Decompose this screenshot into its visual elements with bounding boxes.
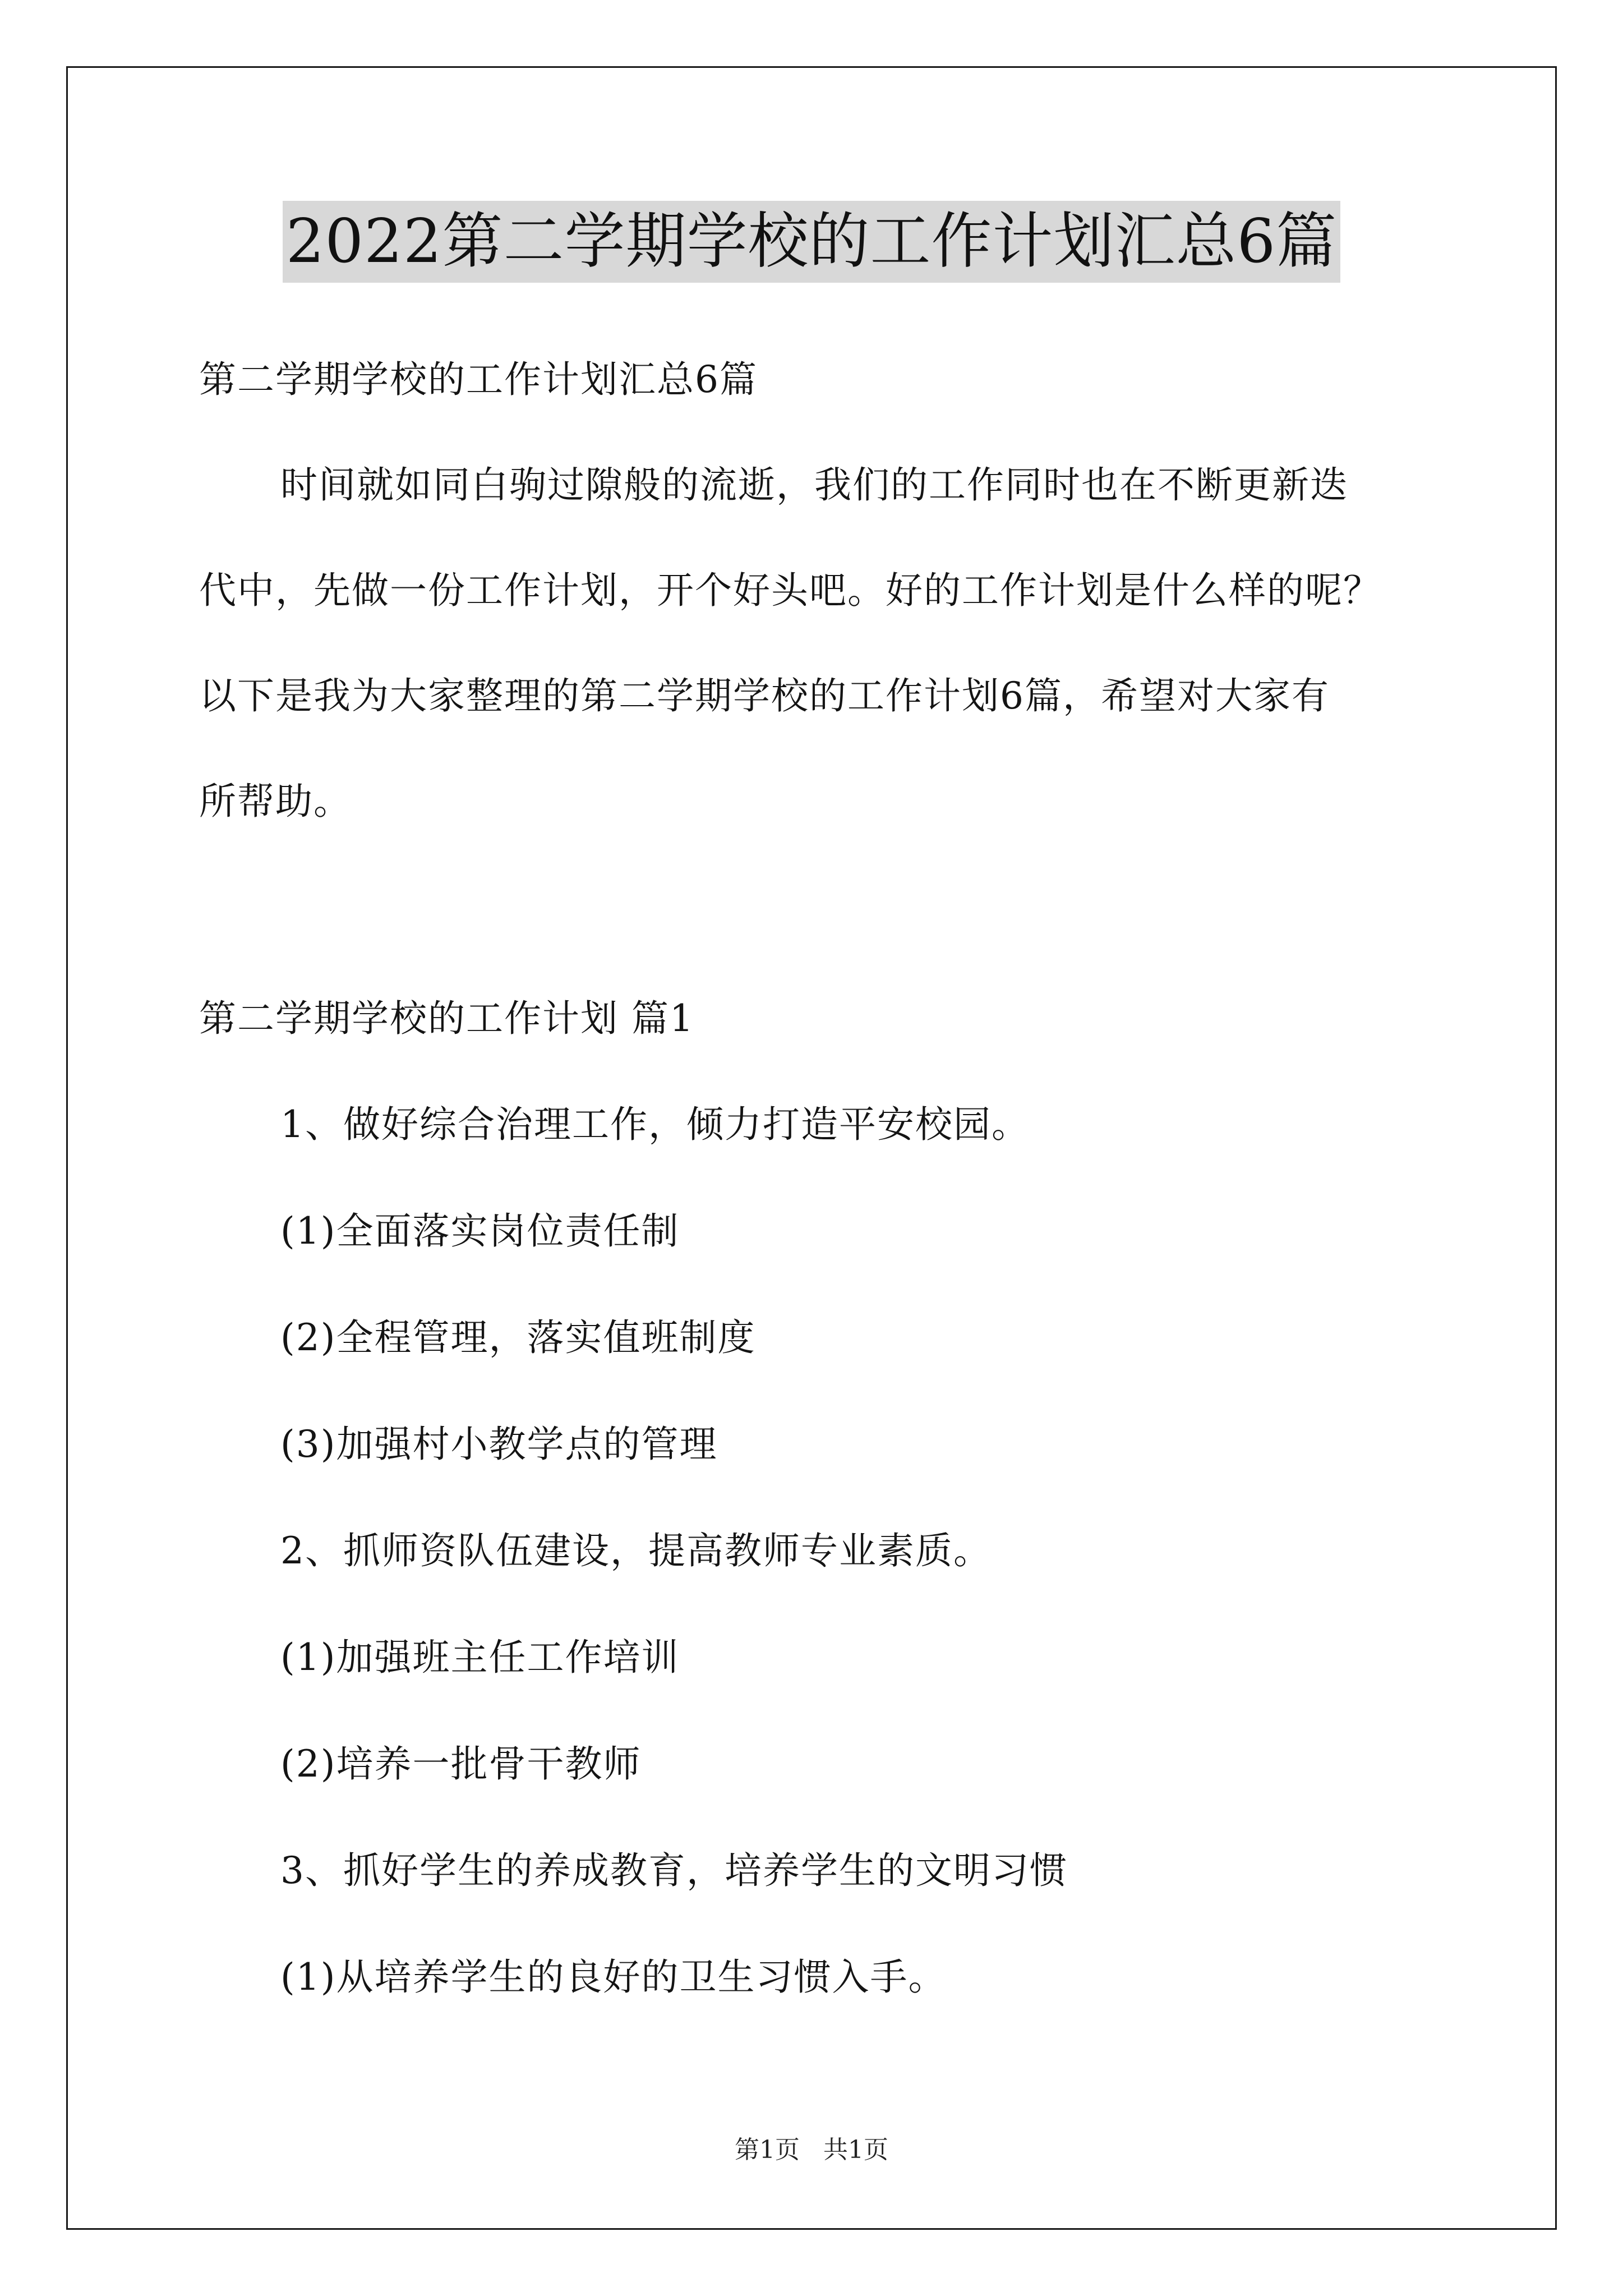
page-number: 第1页 共1页	[735, 2136, 888, 2164]
document-subtitle: 第二学期学校的工作计划汇总6篇	[199, 358, 758, 401]
title-container	[0, 201, 1623, 283]
list-item: (1)全面落实岗位责任制	[280, 1209, 680, 1253]
list-item: (1)从培养学生的良好的卫生习惯入手。	[280, 1955, 947, 1999]
list-item: (2)培养一批骨干教师	[280, 1742, 642, 1786]
list-item: 3、抓好学生的养成教育，培养学生的文明习惯	[280, 1849, 1068, 1892]
list-item: 2、抓师资队伍建设，提高教师专业素质。	[280, 1529, 992, 1572]
intro-line-2: 代中，先做一份工作计划，开个好头吧。好的工作计划是什么样的呢？	[199, 569, 1381, 612]
intro-line-4: 所帮助。	[199, 780, 352, 823]
list-item: (3)加强村小教学点的管理	[280, 1423, 718, 1466]
list-item: 1、做好综合治理工作，倾力打造平安校园。	[280, 1103, 1030, 1146]
list-item: (1)加强班主任工作培训	[280, 1636, 680, 1679]
list-item: (2)全程管理，落实值班制度	[280, 1316, 756, 1359]
intro-line-3: 以下是我为大家整理的第二学期学校的工作计划6篇，希望对大家有	[199, 674, 1330, 717]
section-heading: 第二学期学校的工作计划 篇1	[199, 997, 694, 1040]
intro-line-1: 时间就如同白驹过隙般的流逝，我们的工作同时也在不断更新迭	[280, 463, 1348, 507]
document-title: 2022第二学期学校的工作计划汇总6篇	[283, 201, 1341, 283]
